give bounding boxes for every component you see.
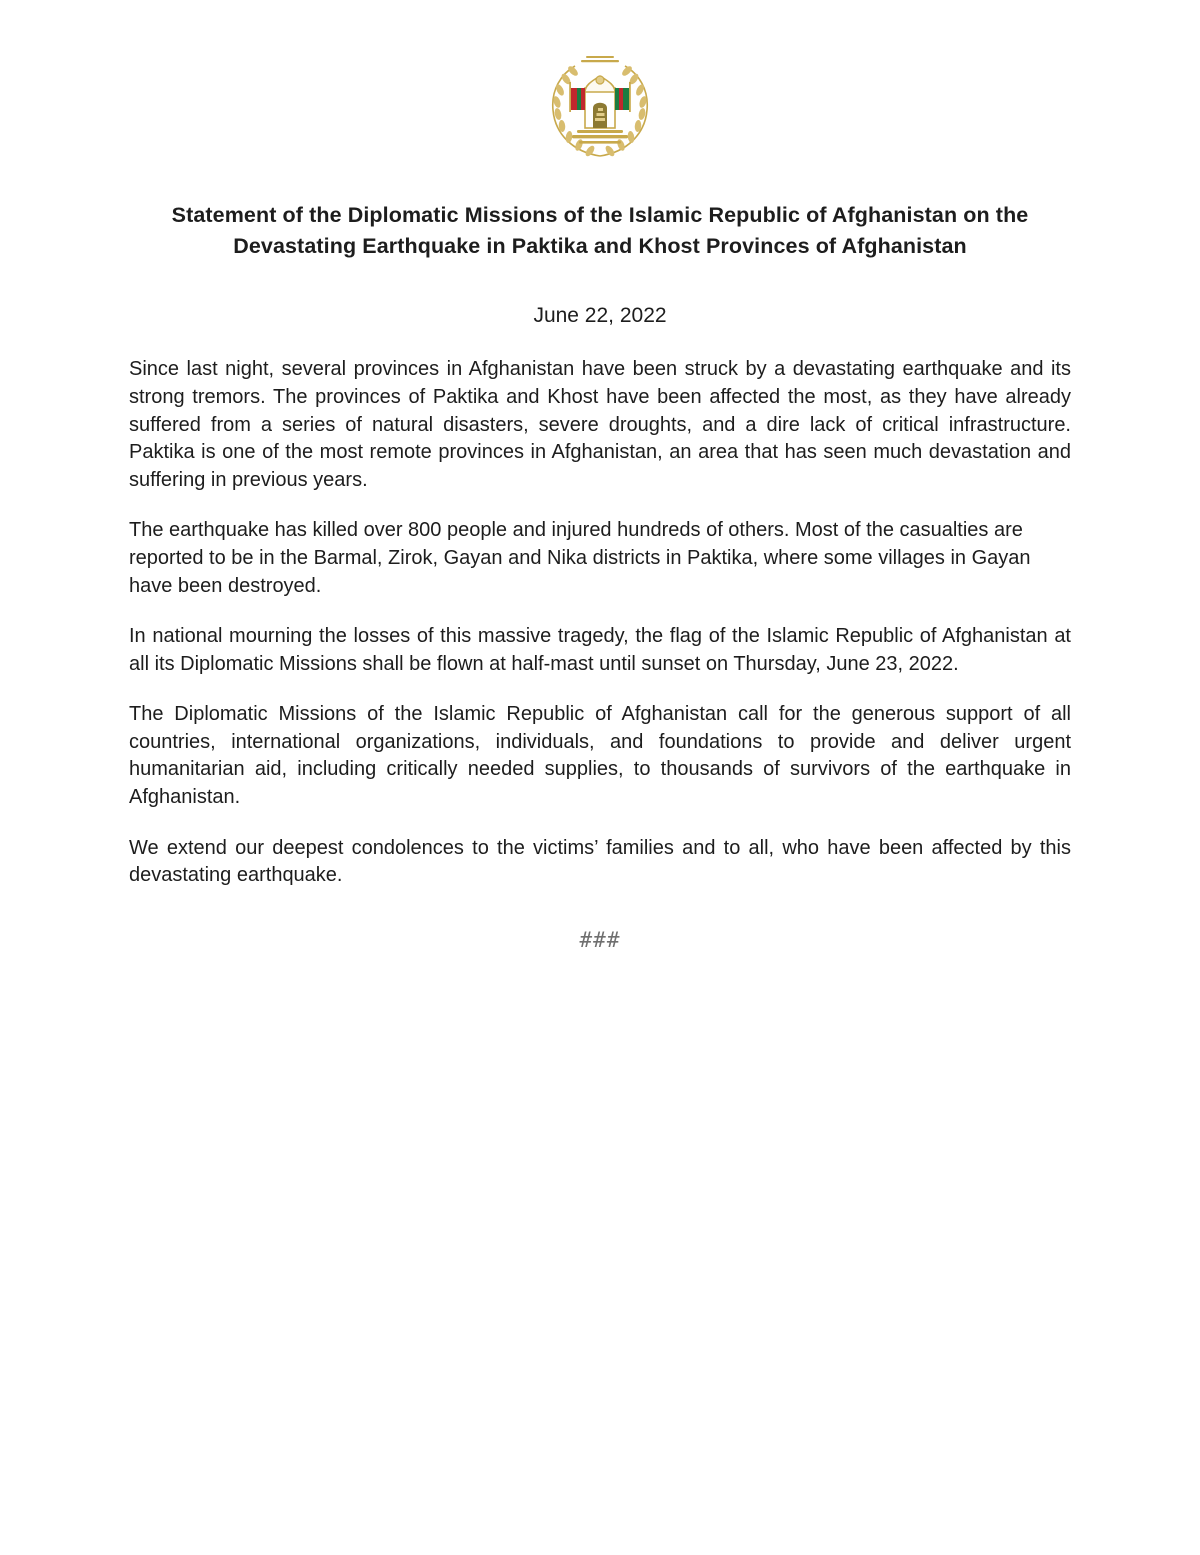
paragraph: We extend our deepest condolences to the victims’ families and to all, who have been affected by this devastating earthquake. [129, 836, 1071, 887]
page-title: Statement of the Diplomatic Missions of the Islamic Republic of Afghanistan on the Devastating Earthquake in Paktika and Khost Provinces of Afghanistan [171, 203, 1029, 259]
paragraph: In national mourning the losses of this massive tragedy, the flag of the Islamic Republic of Afghanistan at all its Diplomatic Missions shall be flown at half-mast until sunset on Thursday, June 23, 2022. [129, 625, 1071, 675]
afghanistan-national-emblem-icon [541, 52, 659, 164]
document-date: June 22, 2022 [533, 304, 667, 328]
paragraph: The Diplomatic Missions of the Islamic Republic of Afghanistan call for the generous support of all countries, international organizations, individuals, and foundations to provide and deliver urgent humanitarian aid, including critically needed supplies, to thousands of survivors of the earthquake in Afghanistan. [129, 703, 1071, 809]
paragraph: The earthquake has killed over 800 people and injured hundreds of others. Most of the casualties are reported to be in the Barmal, Zirok, Gayan and Nika districts in Paktika, where some villages in Gayan have been destroyed. [129, 519, 1031, 597]
end-mark: ### [579, 927, 621, 952]
emblem-container [0, 0, 1200, 164]
document-body [129, 328, 1071, 890]
paragraph: Since last night, several provinces in Afghanistan have been struck by a devastating earthquake and its strong tremors. The provinces of Paktika and Khost have been affected the most, as they have already suffered from a series of natural disasters, severe droughts, and a dire lack of critical infrastructure. Paktika is one of the most remote provinces in Afghanistan, an area that has seen much devastation and suffering in previous years. [129, 358, 1071, 491]
